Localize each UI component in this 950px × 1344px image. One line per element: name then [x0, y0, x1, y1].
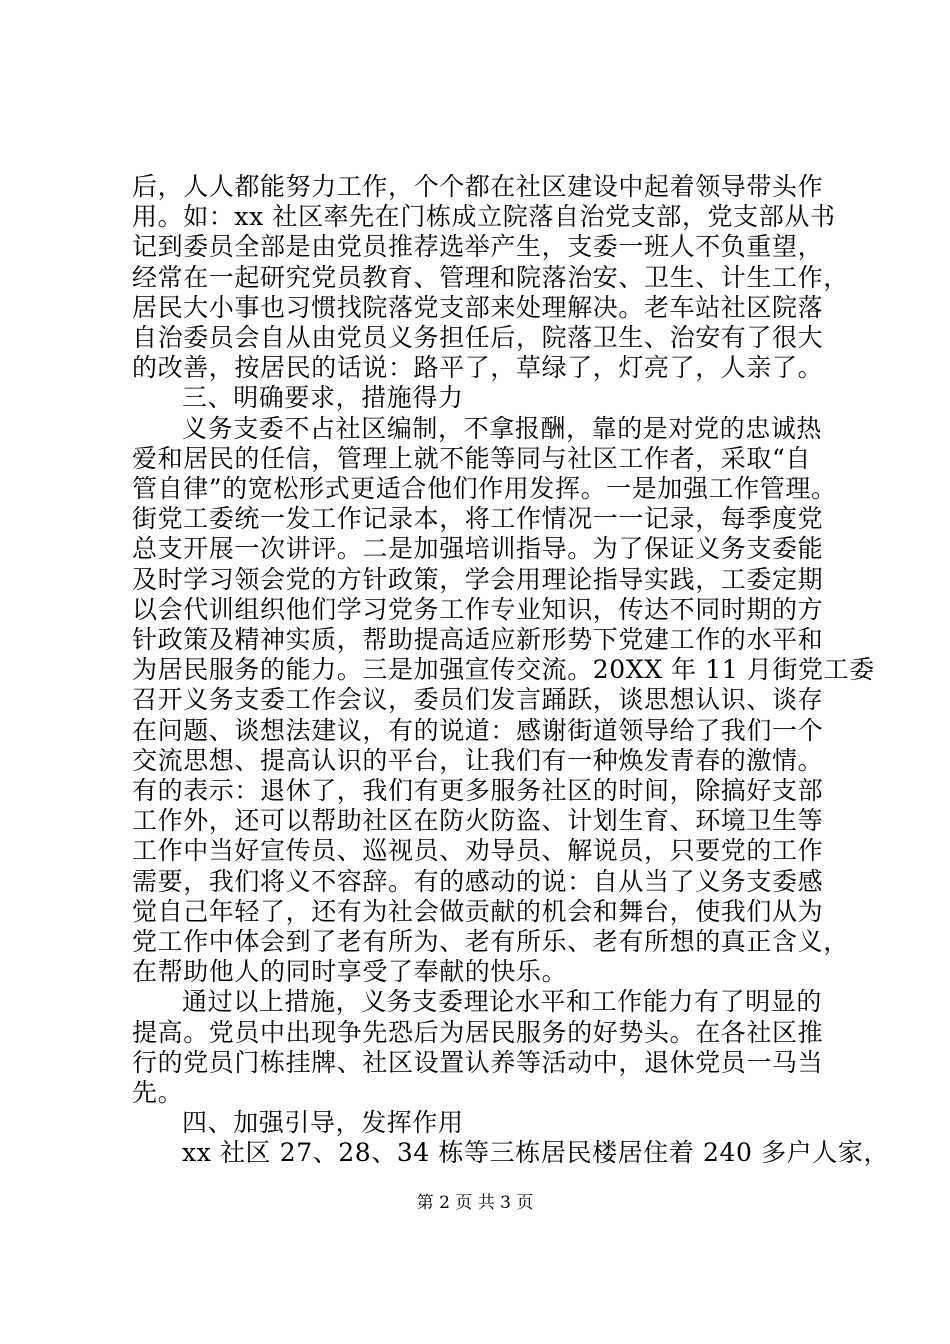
text-line: 后，人人都能努力工作，个个都在社区建设中起着领导带头作: [132, 172, 824, 201]
text-line: 在帮助他人的同时享受了奉献的快乐。: [132, 957, 568, 987]
text-line: 爱和居民的任信，管理上就不能等同与社区工作者，采取“自: [132, 443, 811, 473]
text-line: 需要，我们将义不容辞。有的感动的说：自从当了义务支委感: [132, 866, 824, 896]
text-line: xx 社区 27、28、34 栋等三栋居民楼居住着 240 多户人家，: [182, 1138, 890, 1168]
text-line: 有的表示：退休了，我们有更多服务社区的时间，除搞好支部: [132, 776, 824, 805]
text-line: 行的党员门栋挂牌、社区设置认养等活动中，退休党员一马当: [132, 1047, 824, 1077]
text-line: 及时学习领会党的方针政策，学会用理论指导实践，工委定期: [132, 564, 824, 594]
text-line: 党工作中体会到了老有所为、老有所乐、老有所想的真正含义，: [132, 927, 849, 956]
text-line: 自治委员会自从由党员义务担任后，院落卫生、治安有了很大: [132, 323, 824, 352]
section-heading: 三、明确要求，措施得力: [182, 383, 464, 413]
text-line: 管自律”的宽松形式更适合他们作用发挥。一是加强工作管理。: [132, 474, 837, 503]
text-line: 交流思想、提高认识的平台，让我们有一种焕发青春的激情。: [132, 745, 824, 775]
text-line: 记到委员全部是由党员推荐选举产生，支委一班人不负重望，: [132, 232, 824, 262]
text-line: 针政策及精神实质，帮助提高适应新形势下党建工作的水平和: [132, 625, 824, 654]
text-line: 以会代训组织他们学习党务工作专业知识，传达不同时期的方: [132, 594, 824, 624]
text-line: 为居民服务的能力。三是加强宣传交流。20XX 年 11 月街党工委: [132, 655, 875, 685]
section-heading: 四、加强引导，发挥作用: [182, 1108, 464, 1138]
text-line: 工作外，还可以帮助社区在防火防盗、计划生育、环境卫生等: [132, 806, 824, 836]
text-line: 通过以上措施，义务支委理论水平和工作能力有了明显的: [182, 987, 823, 1017]
text-line: 用。如：xx 社区率先在门栋成立院落自治党支部，党支部从书: [132, 202, 836, 232]
text-line: 义务支委不占社区编制，不拿报酬，靠的是对党的忠诚热: [182, 413, 823, 443]
text-line: 在问题、谈想法建议，有的说道：感谢街道领导给了我们一个: [132, 715, 824, 745]
text-line: 居民大小事也习惯找院落党支部来处理解决。老车站社区院落: [132, 292, 824, 322]
text-line: 工作中当好宣传员、巡视员、劝导员、解说员，只要党的工作: [132, 836, 824, 866]
text-line: 提高。党员中出现争先恐后为居民服务的好势头。在各社区推: [132, 1017, 824, 1047]
text-line: 召开义务支委工作会议，委员们发言踊跃，谈思想认识、谈存: [132, 685, 824, 715]
page-number: 第 2 页 共 3 页: [416, 1192, 534, 1213]
text-line: 总支开展一次讲评。二是加强培训指导。为了保证义务支委能: [132, 534, 824, 564]
text-line: 先。: [132, 1078, 184, 1107]
text-line: 觉自己年轻了，还有为社会做贡献的机会和舞台，使我们从为: [132, 896, 824, 926]
text-line: 的改善，按居民的话说：路平了，草绿了，灯亮了，人亲了。: [132, 353, 824, 383]
text-line: 街党工委统一发工作记录本，将工作情况一一记录，每季度党: [132, 504, 824, 534]
text-line: 经常在一起研究党员教育、管理和院落治安、卫生、计生工作，: [132, 262, 849, 292]
